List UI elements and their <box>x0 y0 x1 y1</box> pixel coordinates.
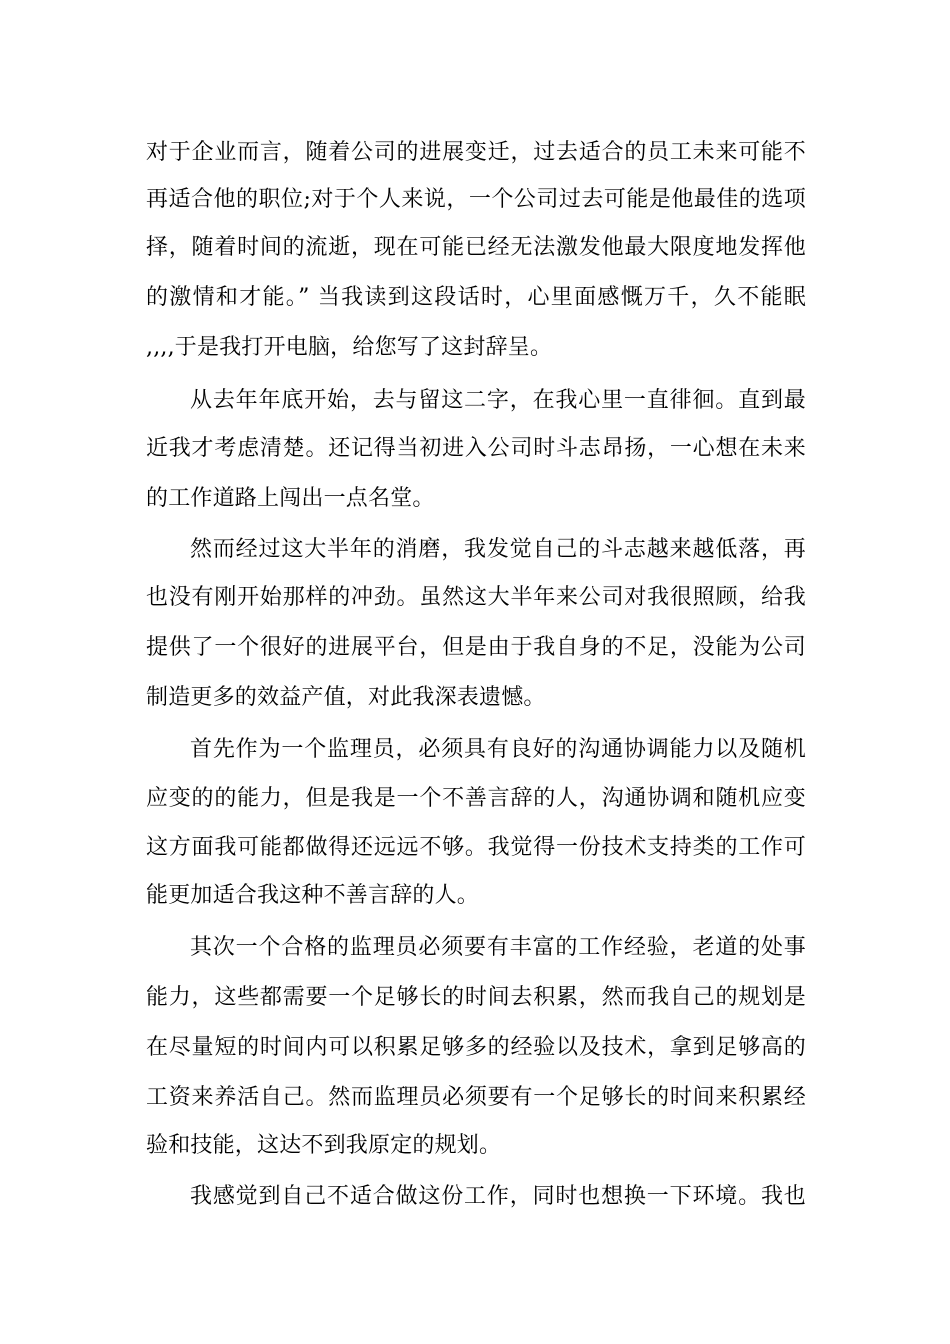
text-line: 择，随着时间的流逝，现在可能已经无法激发他最大限度地发挥他 <box>146 235 806 260</box>
text-line: 验和技能，这达不到我原定的规划。 <box>146 1133 502 1158</box>
text-line: 能更加适合我这种不善言辞的人。 <box>146 883 480 908</box>
text-line: 近我才考虑清楚。还记得当初进入公司时斗志昂扬，一心想在未来 <box>146 436 806 461</box>
text-line: 对于企业而言，随着公司的进展变迁，过去适合的员工未来可能不 <box>146 140 806 165</box>
text-line: 制造更多的效益产值，对此我深表遗憾。 <box>146 685 546 710</box>
text-line: 应变的的能力，但是我是一个不善言辞的人，沟通协调和随机应变 <box>146 786 806 811</box>
text-line: 的工作道路上闯出一点名堂。 <box>146 486 435 511</box>
text-line: 的激情和才能。” 当我读到这段话时，心里面感慨万千，久不能眠 <box>146 285 806 310</box>
text-line: 能力，这些都需要一个足够长的时间去积累，然而我自己的规划是 <box>146 985 806 1010</box>
text-line: 也没有刚开始那样的冲劲。虽然这大半年来公司对我很照顾，给我 <box>146 585 806 610</box>
text-line: 在尽量短的时间内可以积累足够多的经验以及技术，拿到足够高的 <box>146 1035 806 1060</box>
paragraph-first-line: 首先作为一个监理员，必须具有良好的沟通协调能力以及随机 <box>190 737 806 762</box>
text-line: 再适合他的职位;对于个人来说，一个公司过去可能是他最佳的选项 <box>146 187 806 212</box>
text-line: 这方面我可能都做得还远远不够。我觉得一份技术支持类的工作可 <box>146 835 806 860</box>
paragraph-first-line: 从去年年底开始，去与留这二字，在我心里一直徘徊。直到最 <box>190 388 806 413</box>
text-line: 工资来养活自己。然而监理员必须要有一个足够长的时间来积累经 <box>146 1085 806 1110</box>
paragraph-first-line: 我感觉到自己不适合做这份工作，同时也想换一下环境。我也 <box>190 1184 806 1209</box>
text-line: 提供了一个很好的进展平台，但是由于我自身的不足，没能为公司 <box>146 635 806 660</box>
text-line: ,,,,于是我打开电脑，给您写了这封辞呈。 <box>146 335 553 360</box>
paragraph-first-line: 其次一个合格的监理员必须要有丰富的工作经验，老道的处事 <box>190 935 806 960</box>
paragraph-first-line: 然而经过这大半年的消磨，我发觉自己的斗志越来越低落，再 <box>190 537 806 562</box>
